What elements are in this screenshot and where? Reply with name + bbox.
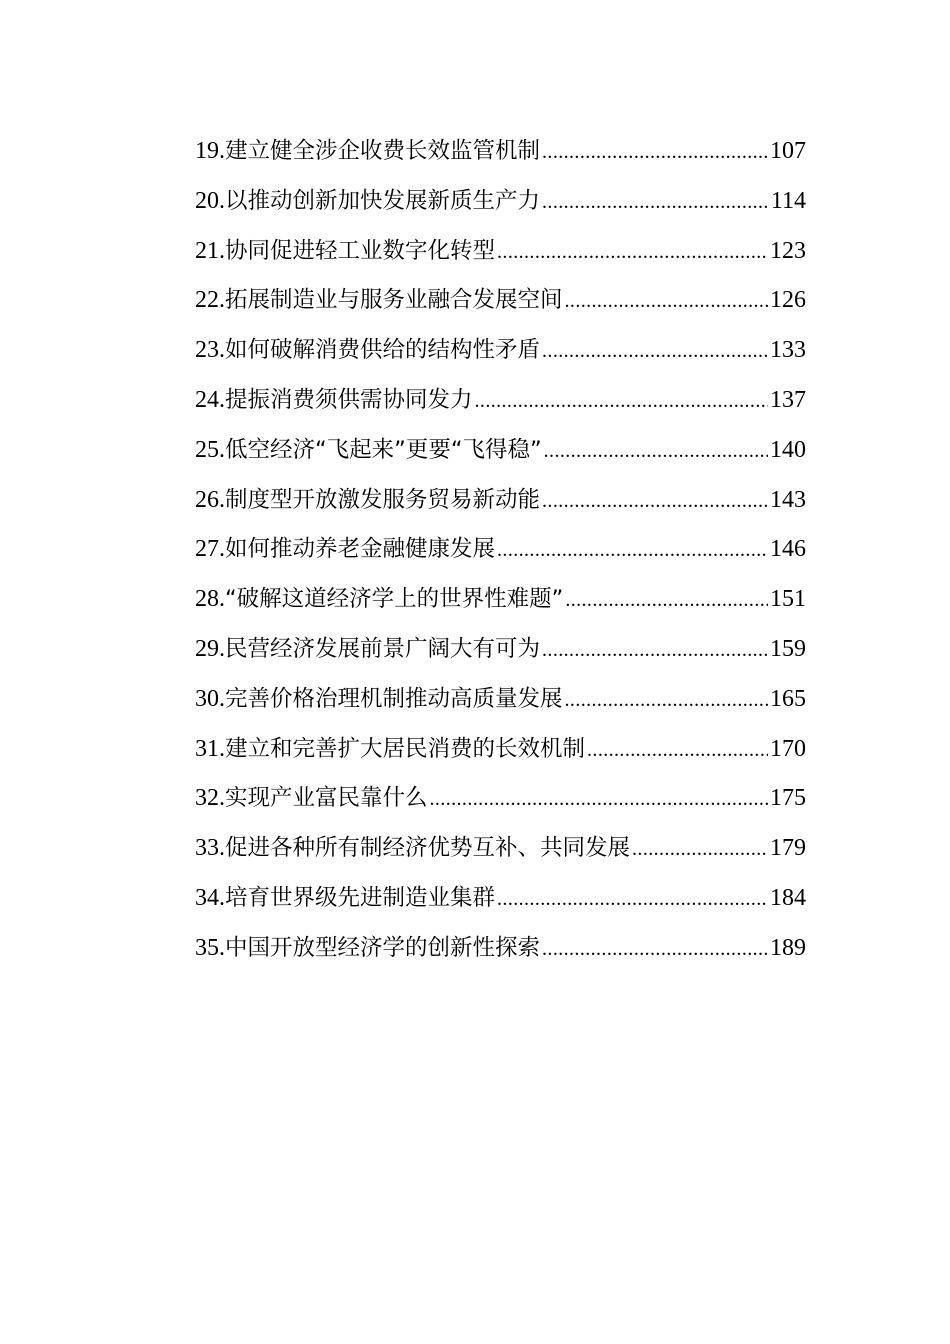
entry-number: 27. [195, 536, 225, 563]
entry-number: 34. [195, 884, 225, 911]
dot-leader [497, 875, 768, 925]
toc-entry-24[interactable] [195, 376, 806, 426]
dot-leader [497, 526, 768, 576]
entry-number: 30. [195, 685, 225, 712]
entry-title: 建立健全涉企收费长效监管机制 [225, 138, 541, 164]
entry-title: 提振消费须供需协同发力 [225, 386, 473, 413]
toc-entry-30[interactable] [195, 675, 806, 725]
toc-entry-26[interactable] [195, 476, 806, 526]
entry-title: 如何破解消费供给的结构性矛盾 [225, 337, 541, 364]
entry-number: 26. [195, 486, 225, 513]
table-of-contents [195, 127, 806, 974]
dot-leader [542, 925, 768, 975]
toc-entry-32[interactable] [195, 774, 806, 824]
entry-title: 促进各种所有制经济优势互补、共同发展 [225, 835, 631, 862]
entry-page-number: 107 [770, 138, 806, 164]
entry-title: 拓展制造业与服务业融合发展空间 [225, 287, 563, 314]
entry-number: 25. [195, 436, 225, 463]
toc-entry-19[interactable] [195, 127, 806, 177]
entry-title: 低空经济“飞起来”更要“飞得稳” [225, 436, 542, 463]
entry-page-number: 179 [770, 835, 806, 862]
entry-title: 实现产业富民靠什么 [225, 785, 428, 812]
entry-page-number: 143 [770, 486, 806, 513]
dot-leader [475, 377, 768, 427]
entry-page-number: 165 [770, 685, 806, 712]
entry-title: 以推动创新加快发展新质生产力 [225, 187, 541, 214]
dot-leader [542, 626, 768, 676]
entry-title: 制度型开放激发服务贸易新动能 [225, 486, 541, 513]
dot-leader [542, 477, 768, 527]
entry-number: 19. [195, 138, 225, 164]
entry-number: 20. [195, 187, 225, 214]
entry-number: 32. [195, 785, 225, 812]
toc-entry-33[interactable] [195, 824, 806, 874]
dot-leader [587, 726, 768, 776]
entry-page-number: 140 [770, 436, 806, 463]
toc-entry-35[interactable] [195, 924, 806, 974]
dot-leader [565, 277, 768, 327]
entry-title: “破解这道经济学上的世界性难题” [225, 586, 564, 613]
entry-title: 完善价格治理机制推动高质量发展 [225, 685, 563, 712]
entry-title: 协同促进轻工业数字化转型 [225, 237, 496, 264]
entry-page-number: 133 [770, 337, 806, 364]
entry-number: 35. [195, 934, 225, 961]
toc-entry-20[interactable] [195, 177, 806, 227]
dot-leader [565, 676, 768, 726]
entry-page-number: 189 [770, 934, 806, 961]
dot-leader [544, 427, 768, 477]
toc-entry-27[interactable] [195, 525, 806, 575]
entry-page-number: 123 [770, 237, 806, 264]
toc-entry-31[interactable] [195, 725, 806, 775]
entry-page-number: 146 [770, 536, 806, 563]
toc-entry-21[interactable] [195, 227, 806, 277]
toc-entry-22[interactable] [195, 276, 806, 326]
dot-leader [565, 576, 768, 626]
toc-entry-28[interactable] [195, 575, 806, 625]
entry-title: 如何推动养老金融健康发展 [225, 536, 496, 563]
entry-page-number: 114 [770, 187, 806, 214]
dot-leader [632, 825, 768, 875]
dot-leader [497, 228, 768, 278]
entry-number: 33. [195, 835, 225, 862]
entry-number: 24. [195, 386, 225, 413]
entry-number: 21. [195, 237, 225, 264]
entry-title: 民营经济发展前景广阔大有可为 [225, 635, 541, 662]
entry-number: 29. [195, 635, 225, 662]
dot-leader [542, 327, 768, 377]
entry-number: 22. [195, 287, 225, 314]
entry-page-number: 151 [770, 586, 806, 613]
dot-leader [542, 128, 768, 178]
entry-number: 28. [195, 586, 225, 613]
entry-title: 培育世界级先进制造业集群 [225, 884, 496, 911]
entry-page-number: 137 [770, 386, 806, 413]
entry-title: 中国开放型经济学的创新性探索 [225, 934, 541, 961]
entry-number: 31. [195, 735, 225, 762]
entry-page-number: 126 [770, 287, 806, 314]
toc-entry-23[interactable] [195, 326, 806, 376]
entry-number: 23. [195, 337, 225, 364]
entry-page-number: 175 [770, 785, 806, 812]
entry-title: 建立和完善扩大居民消费的长效机制 [225, 735, 586, 762]
entry-page-number: 170 [770, 735, 806, 762]
toc-entry-34[interactable] [195, 874, 806, 924]
toc-entry-29[interactable] [195, 625, 806, 675]
dot-leader [542, 178, 769, 228]
entry-page-number: 184 [770, 884, 806, 911]
toc-entry-25[interactable] [195, 426, 806, 476]
entry-page-number: 159 [770, 635, 806, 662]
dot-leader [430, 775, 768, 825]
